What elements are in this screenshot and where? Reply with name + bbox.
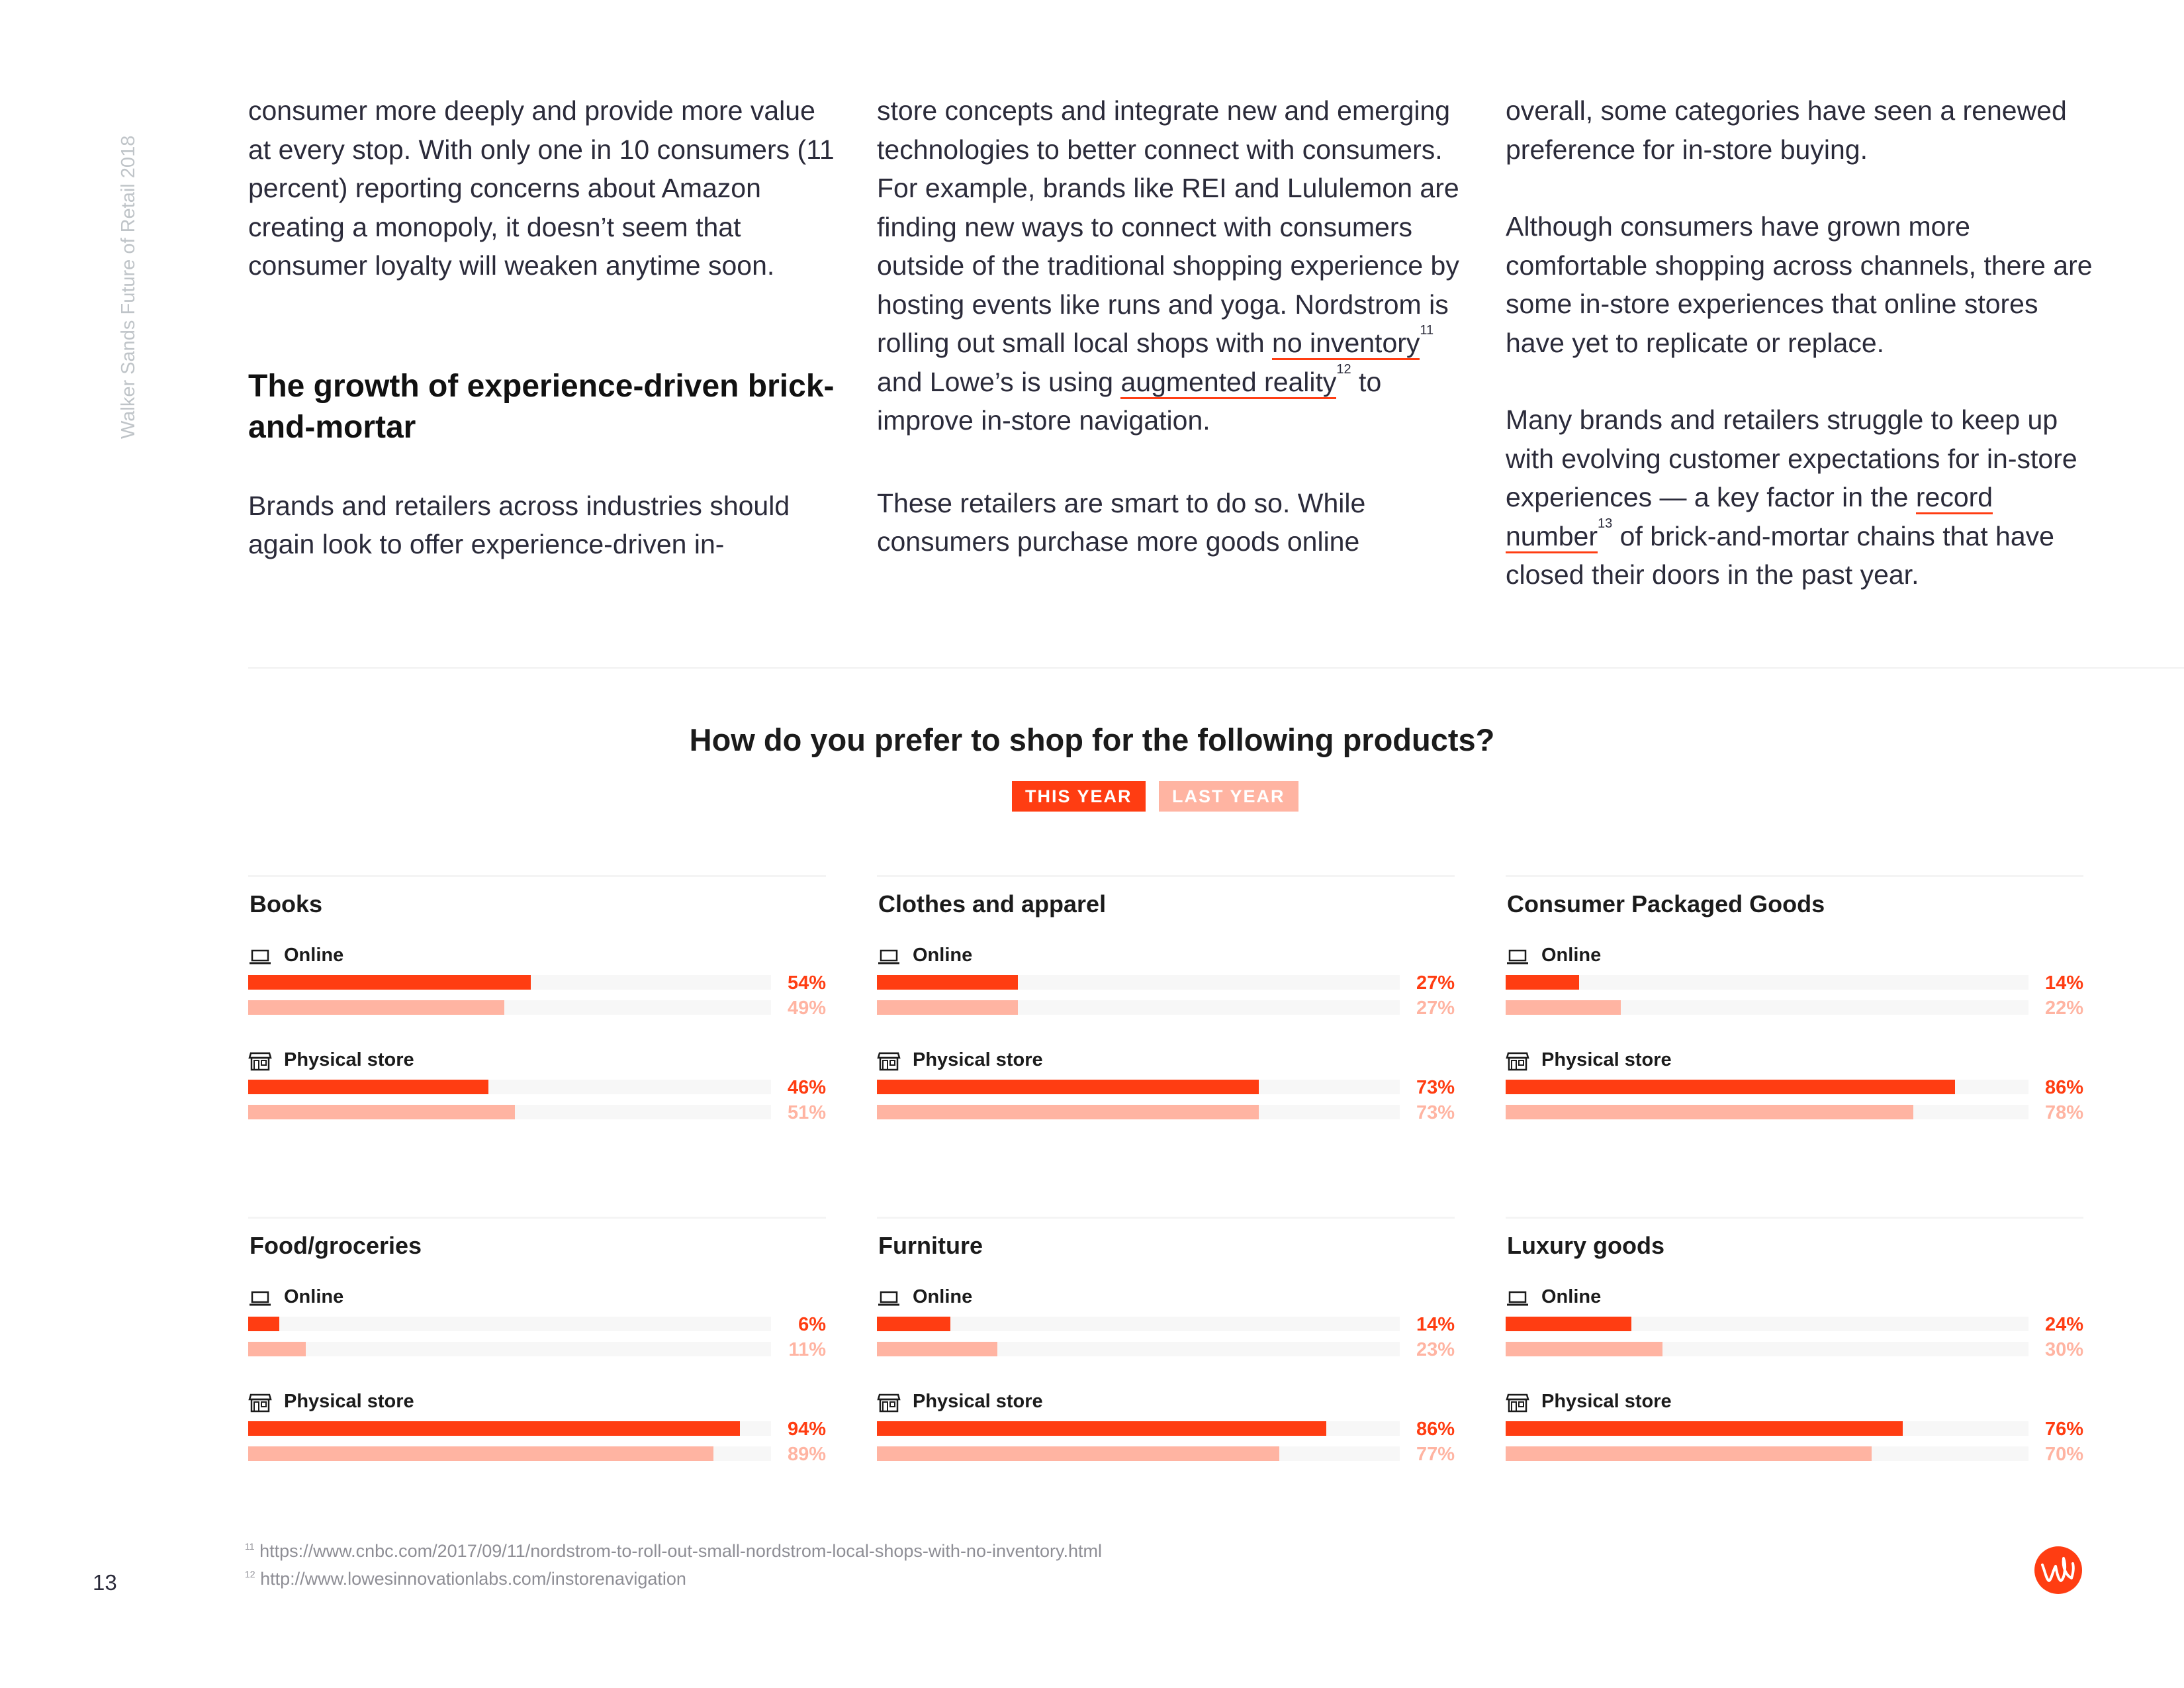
bar-track bbox=[877, 1421, 1400, 1436]
channel-label: Physical store bbox=[913, 1049, 1043, 1070]
bar-track bbox=[248, 1000, 771, 1015]
bar-this-year bbox=[248, 1421, 740, 1436]
value-label-last-year: 73% bbox=[1416, 1102, 1455, 1123]
panel-category-title: Furniture bbox=[878, 1232, 983, 1259]
bar-last-year bbox=[1506, 1105, 1913, 1119]
side-title-text: Walker Sands Future of Retail 2018 bbox=[118, 135, 139, 439]
value-label-this-year: 46% bbox=[787, 1077, 826, 1098]
bar-this-year bbox=[877, 975, 1018, 990]
footnote-ref-11: 11 bbox=[1420, 323, 1434, 338]
bar-this-year bbox=[877, 1421, 1326, 1436]
bar-last-year bbox=[1506, 1000, 1621, 1015]
bar-last-year bbox=[248, 1000, 504, 1015]
bar-this-year bbox=[248, 975, 531, 990]
value-label-this-year: 24% bbox=[2044, 1314, 2083, 1335]
laptop-icon bbox=[877, 945, 901, 968]
augmented-reality-link[interactable]: augmented reality bbox=[1120, 367, 1336, 399]
chart-panel-3 bbox=[1506, 875, 2083, 1208]
record-number-link[interactable]: record number bbox=[1506, 482, 1993, 553]
storefront-icon bbox=[248, 1049, 272, 1073]
side-title bbox=[113, 105, 139, 449]
bar-this-year bbox=[877, 1317, 950, 1331]
bar-last-year bbox=[248, 1446, 713, 1461]
channel-group bbox=[877, 943, 1455, 1023]
bar-track bbox=[1506, 1317, 2028, 1331]
footnote-ref-13: 13 bbox=[1598, 516, 1613, 531]
laptop-icon bbox=[248, 945, 272, 968]
channel-label: Physical store bbox=[913, 1391, 1043, 1412]
value-label-last-year: 70% bbox=[2044, 1444, 2083, 1465]
bar-track bbox=[1506, 1446, 2028, 1461]
value-label-last-year: 27% bbox=[1416, 998, 1455, 1019]
laptop-icon bbox=[877, 1286, 901, 1310]
value-label-this-year: 14% bbox=[1416, 1314, 1455, 1335]
value-label-this-year: 54% bbox=[787, 972, 826, 994]
value-label-last-year: 22% bbox=[2044, 998, 2083, 1019]
col3-text-a: Many brands and retailers struggle to keep up with evolving customer expectations for in-store experiences — a key factor in the bbox=[1506, 404, 2077, 512]
bar-this-year bbox=[1506, 1421, 1903, 1436]
col2-paragraph-1 bbox=[877, 91, 1466, 440]
value-label-this-year: 86% bbox=[1416, 1419, 1455, 1440]
channel-label: Physical store bbox=[284, 1391, 414, 1412]
footnote-11-text: https://www.cnbc.com/2017/09/11/nordstrom-to-roll-out-small-nordstrom-local-shops-with-no-inventory.html bbox=[259, 1541, 1103, 1561]
value-label-last-year: 78% bbox=[2044, 1102, 2083, 1123]
col3-paragraph-2: Although consumers have grown more comfortable shopping across channels, there are some in-store experiences that online stores have yet to replicate or replace. bbox=[1506, 211, 2093, 358]
footnote-11-number: 11 bbox=[245, 1541, 255, 1552]
bar-track bbox=[248, 1421, 771, 1436]
bar-last-year bbox=[1506, 1342, 1662, 1356]
channel-label: Online bbox=[913, 945, 973, 966]
bar-track bbox=[877, 1342, 1400, 1356]
chart-panel-2 bbox=[877, 875, 1455, 1208]
no-inventory-link[interactable]: no inventory bbox=[1272, 328, 1420, 360]
col1-paragraph-2: Brands and retailers across industries should again look to offer experience-driven in- bbox=[248, 490, 790, 559]
bar-track bbox=[877, 1317, 1400, 1331]
panel-category-title: Books bbox=[250, 890, 323, 917]
bar-last-year bbox=[877, 1105, 1259, 1119]
bar-last-year bbox=[877, 1342, 997, 1356]
text-column-1 bbox=[248, 91, 837, 564]
value-label-this-year: 6% bbox=[798, 1314, 826, 1335]
channel-group bbox=[248, 1389, 826, 1469]
col2-text-c: to improve in-store navigation. bbox=[877, 366, 1382, 436]
channel-label: Online bbox=[1541, 1286, 1602, 1307]
value-label-last-year: 11% bbox=[788, 1339, 826, 1360]
channel-group bbox=[1506, 1048, 2083, 1127]
storefront-icon bbox=[1506, 1049, 1529, 1073]
chart-panel-6 bbox=[1506, 1217, 2083, 1550]
bar-track bbox=[1506, 975, 2028, 990]
bar-track bbox=[877, 1446, 1400, 1461]
value-label-this-year: 86% bbox=[2044, 1077, 2083, 1098]
channel-label: Physical store bbox=[1541, 1049, 1672, 1070]
laptop-icon bbox=[248, 1286, 272, 1310]
bar-track bbox=[1506, 1080, 2028, 1094]
chart-title: How do you prefer to shop for the following products? bbox=[689, 722, 1495, 757]
footnote-12-number: 12 bbox=[245, 1569, 255, 1579]
channel-group bbox=[877, 1048, 1455, 1127]
bar-track bbox=[877, 1080, 1400, 1094]
bar-track bbox=[877, 1105, 1400, 1119]
bar-this-year bbox=[1506, 1080, 1955, 1094]
bar-last-year bbox=[1506, 1446, 1872, 1461]
text-column-2 bbox=[877, 91, 1466, 561]
channel-label: Physical store bbox=[1541, 1391, 1672, 1412]
col1-paragraph-1: consumer more deeply and provide more value at every stop. With only one in 10 consumers (11 percent) reporting concerns about Amazon creating a monopoly, it doesn’t seem that consumer loyalty will weaken anytime soon. bbox=[248, 95, 835, 281]
value-label-this-year: 76% bbox=[2044, 1419, 2083, 1440]
value-label-last-year: 49% bbox=[787, 998, 826, 1019]
footnote-11 bbox=[245, 1541, 1102, 1562]
legend-last-year: LAST YEAR bbox=[1159, 781, 1298, 812]
bar-this-year bbox=[248, 1080, 488, 1094]
col2-paragraph-2: These retailers are smart to do so. While consumers purchase more goods online bbox=[877, 487, 1366, 557]
bar-this-year bbox=[1506, 975, 1579, 990]
channel-group bbox=[1506, 1285, 2083, 1364]
panel-category-title: Luxury goods bbox=[1507, 1232, 1665, 1259]
col3-paragraph-3 bbox=[1506, 400, 2101, 594]
storefront-icon bbox=[877, 1391, 901, 1415]
value-label-this-year: 94% bbox=[787, 1419, 826, 1440]
value-label-this-year: 14% bbox=[2044, 972, 2083, 994]
bar-track bbox=[1506, 1105, 2028, 1119]
chart-panel-4 bbox=[248, 1217, 826, 1550]
bar-track bbox=[248, 1080, 771, 1094]
bar-last-year bbox=[248, 1342, 306, 1356]
bar-track bbox=[1506, 1000, 2028, 1015]
bar-track bbox=[877, 1000, 1400, 1015]
bar-last-year bbox=[877, 1000, 1018, 1015]
bar-track bbox=[248, 975, 771, 990]
value-label-last-year: 77% bbox=[1416, 1444, 1455, 1465]
channel-group bbox=[248, 1048, 826, 1127]
chart-panel-5 bbox=[877, 1217, 1455, 1550]
value-label-this-year: 73% bbox=[1416, 1077, 1455, 1098]
value-label-last-year: 51% bbox=[787, 1102, 826, 1123]
bar-track bbox=[248, 1317, 771, 1331]
value-label-last-year: 23% bbox=[1416, 1339, 1455, 1360]
bar-this-year bbox=[248, 1317, 279, 1331]
footnote-12-text: http://www.lowesinnovationlabs.com/instorenavigation bbox=[260, 1569, 686, 1589]
storefront-icon bbox=[248, 1391, 272, 1415]
bar-track bbox=[877, 975, 1400, 990]
channel-group bbox=[877, 1285, 1455, 1364]
bar-this-year bbox=[877, 1080, 1259, 1094]
bar-this-year bbox=[1506, 1317, 1631, 1331]
bar-track bbox=[248, 1446, 771, 1461]
bar-last-year bbox=[877, 1446, 1279, 1461]
panel-category-title: Consumer Packaged Goods bbox=[1507, 890, 1825, 917]
channel-group bbox=[1506, 1389, 2083, 1469]
laptop-icon bbox=[1506, 945, 1529, 968]
value-label-last-year: 89% bbox=[787, 1444, 826, 1465]
text-column-3 bbox=[1506, 91, 2101, 594]
laptop-icon bbox=[1506, 1286, 1529, 1310]
col3-text-b: of brick-and-mortar chains that have closed their doors in the past year. bbox=[1506, 520, 2054, 590]
legend-this-year: THIS YEAR bbox=[1012, 781, 1146, 812]
panel-category-title: Clothes and apparel bbox=[878, 890, 1107, 917]
value-label-this-year: 27% bbox=[1416, 972, 1455, 994]
channel-label: Online bbox=[913, 1286, 973, 1307]
channel-label: Physical store bbox=[284, 1049, 414, 1070]
bar-track bbox=[248, 1342, 771, 1356]
channel-group bbox=[248, 1285, 826, 1364]
walker-sands-logo-icon bbox=[2033, 1545, 2083, 1595]
channel-label: Online bbox=[1541, 945, 1602, 966]
storefront-icon bbox=[877, 1049, 901, 1073]
storefront-icon bbox=[1506, 1391, 1529, 1415]
channel-group bbox=[248, 943, 826, 1023]
channel-group bbox=[1506, 943, 2083, 1023]
section-divider bbox=[248, 667, 2184, 669]
panel-category-title: Food/groceries bbox=[250, 1232, 422, 1259]
channel-group bbox=[877, 1389, 1455, 1469]
bar-track bbox=[248, 1105, 771, 1119]
col2-text-b: and Lowe’s is using bbox=[877, 366, 1121, 397]
bar-track bbox=[1506, 1342, 2028, 1356]
value-label-last-year: 30% bbox=[2044, 1339, 2083, 1360]
channel-label: Online bbox=[284, 945, 344, 966]
channel-label: Online bbox=[284, 1286, 344, 1307]
section-heading: The growth of experience-driven brick-and-mortar bbox=[248, 368, 835, 445]
footnote-12 bbox=[245, 1569, 686, 1589]
bar-track bbox=[1506, 1421, 2028, 1436]
col2-text-a: store concepts and integrate new and emerging technologies to better connect with consumers. For example, brands like REI and Lululemon are finding new ways to connect with consumers outside of the traditional shopping experience by hosting events like runs and yoga. Nordstrom is rolling out small local shops with bbox=[877, 95, 1459, 358]
bar-last-year bbox=[248, 1105, 515, 1119]
footnote-ref-12: 12 bbox=[1336, 361, 1351, 377]
chart-panel-1 bbox=[248, 875, 826, 1208]
col3-paragraph-1: overall, some categories have seen a renewed preference for in-store buying. bbox=[1506, 95, 2067, 165]
page-number: 13 bbox=[93, 1570, 117, 1595]
